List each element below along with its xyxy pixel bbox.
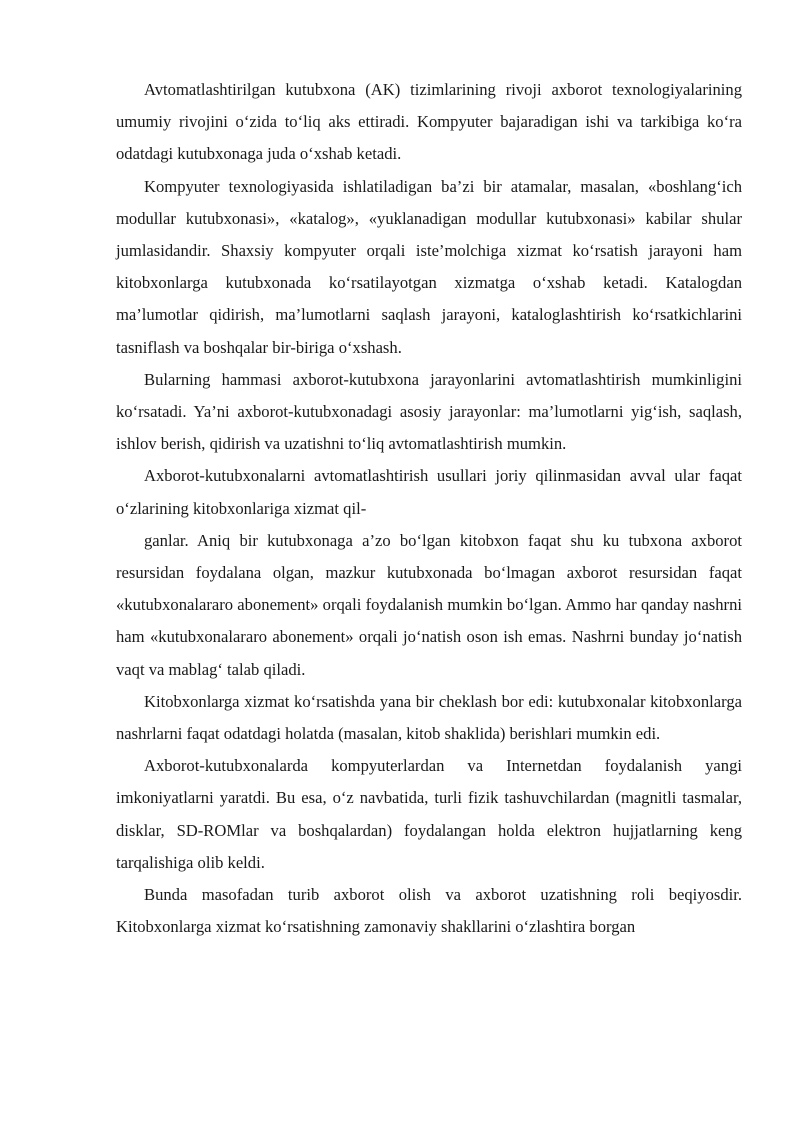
document-body bbox=[116, 74, 742, 943]
paragraph-3: Bularning hammasi axborot-kutubxona jarayonlarini avtomatlashtirish mumkinligini ko‘rsatadi. Ya’ni axborot-kutubxonadagi asosiy jarayonlar: ma’lumotlarni yig‘ish, saqlash, ishlov berish, qidirish va uzatishni to‘liq avtomatlashtirish mumkin. bbox=[116, 369, 742, 454]
paragraph-5: ganlar. Aniq bir kutubxonaga a’zo bo‘lgan kitobxon faqat shu ku tubxona axborot resursidan foydalana olgan, mazkur kutubxonada bo‘lmagan axborot resursidan faqat «kutubxonalararo abonement» orqali foydalanish mumkin bo‘lgan. Ammo har qanday nashrni ham «kutubxonalararo abonement» orqali jo‘natish oson ish emas. Nashrni bunday jo‘natish vaqt va mablag‘ talab qiladi. bbox=[116, 530, 742, 679]
paragraph-6: Kitobxonlarga xizmat ko‘rsatishda yana bir cheklash bor edi: kutubxonalar kitobxonlarga nashrlarni faqat odatdagi holatda (masalan, kitob shaklida) berishlari mumkin edi. bbox=[116, 691, 742, 744]
paragraph-2: Kompyuter texnologiyasida ishlatiladigan ba’zi bir atamalar, masalan, «boshlang‘ich modullar kutubxonasi», «katalog», «yuklanadigan modullar kutubxonasi» kabilar shular jumlasidandir. Shaxsiy kompyuter orqali iste’molchiga xizmat ko‘rsatish jarayoni ham kitobxonlarga kutubxonada ko‘rsatilayotgan xizmatga o‘xshab ketadi. Katalogdan ma’lumotlar qidirish, ma’lumotlarni saqlash jarayoni, kataloglashtirish ko‘rsatkichlarini tasniflash va boshqalar bir-biriga o‘xshash. bbox=[116, 176, 742, 357]
paragraph-8: Bunda masofadan turib axborot olish va axborot uzatishning roli beqiyosdir. Kitobxonlarga xizmat ko‘rsatishning zamonaviy shakllarini o‘zlashtira borgan bbox=[116, 885, 742, 937]
paragraph-7: Axborot-kutubxonalarda kompyuterlardan va Internetdan foydalanish yangi imkoniyatlarni yaratdi. Bu esa, o‘z navbatida, turli fizik tashuvchilardan (magnitli tasmalar, disklar, SD-ROMlar va boshqalardan) foydalangan holda elektron hujjatlarning keng tarqalishiga olib keldi. bbox=[116, 756, 742, 872]
paragraph-4: Axborot-kutubxonalarni avtomatlashtirish usullari joriy qilinmasidan avval ular faqat o‘zlarining kitobxonlariga xizmat qil- bbox=[116, 466, 742, 518]
paragraph-1: Avtomatlashtirilgan kutubxona (AK) tizimlarining rivoji axborot texnologiyalarining umumiy rivojini o‘zida to‘liq aks ettiradi. Kompyuter bajaradigan ishi va tarkibiga ko‘ra odatdagi kutubxonaga juda o‘xshab ketadi. bbox=[116, 80, 742, 164]
